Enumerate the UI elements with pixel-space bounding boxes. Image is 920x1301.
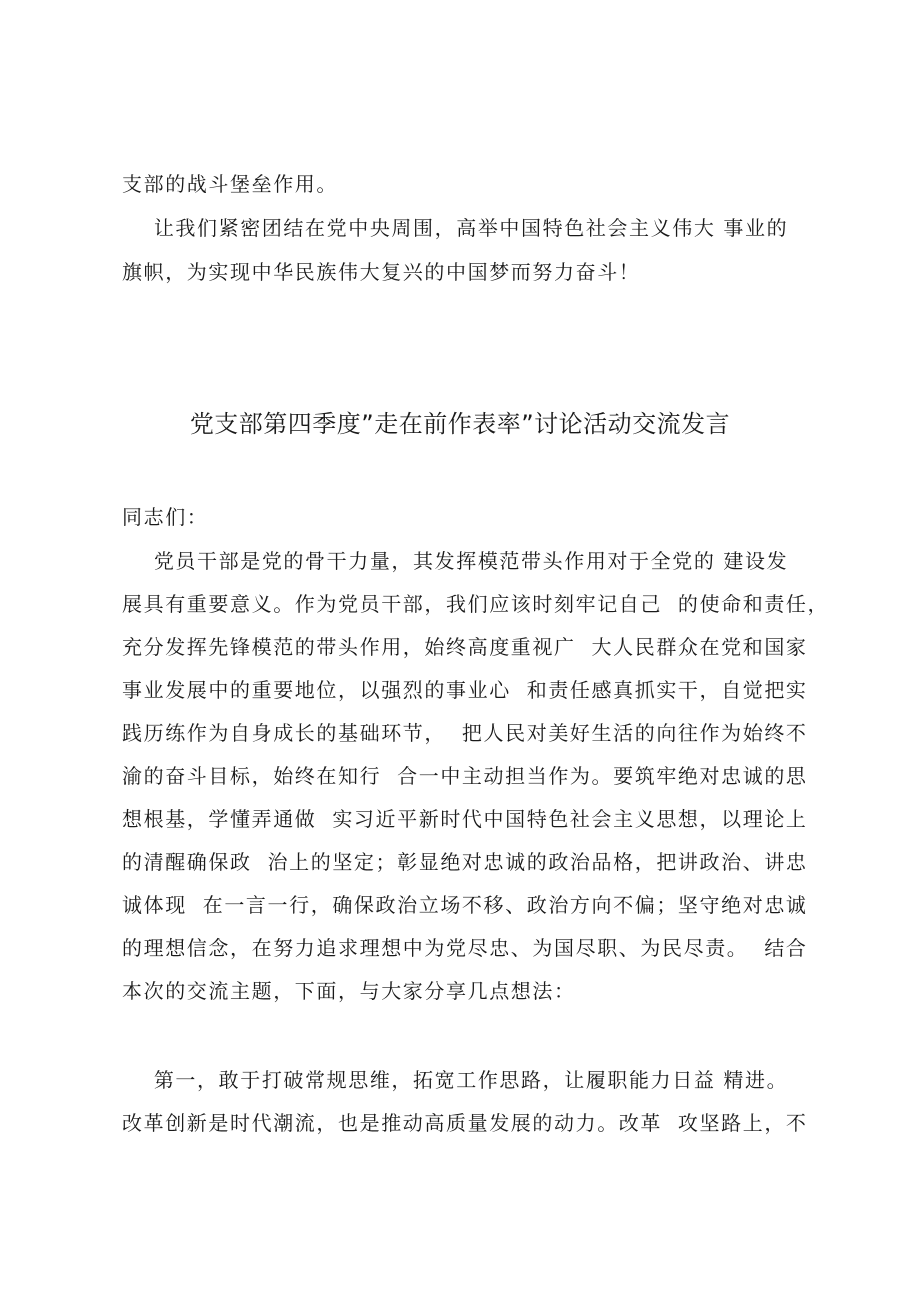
paragraph1-line-11: 本次的交流主题，下面，与大家分享几点想法：: [122, 979, 576, 1003]
prev-line-1: 支部的战斗堡垒作用。: [122, 172, 338, 196]
paragraph1-line-1: 党员干部是党的骨干力量，其发挥模范带头作用对于全党的 建设发: [122, 549, 789, 573]
paragraph2-line-1: 第一，敢于打破常规思维，拓宽工作思路，让履职能力日益 精进。: [122, 1068, 789, 1092]
paragraph2-line-2: 改革创新是时代潮流，也是推动高质量发展的动力。改革 攻坚路上，不: [122, 1111, 808, 1135]
paragraph1-line-6: 渝的奋斗目标，始终在知行 合一中主动担当作为。要筑牢绝对忠诚的思: [122, 764, 808, 788]
paragraph1-line-10: 的理想信念，在努力追求理想中为党尽忠、为国尽职、为民尽责。 结合: [122, 936, 808, 960]
salutation: 同志们：: [122, 505, 209, 529]
paragraph1-line-8: 的清醒确保政 治上的坚定；彰显绝对忠诚的政治品格，把讲政治、讲忠: [122, 850, 808, 874]
paragraph1-line-2: 展具有重要意义。作为党员干部，我们应该时刻牢记自己 的使命和责任，: [122, 592, 830, 616]
paragraph1-line-7: 想根基，学懂弄通做 实习近平新时代中国特色社会主义思想，以理论上: [122, 807, 808, 831]
paragraph1-line-3: 充分发挥先锋模范的带头作用，始终高度重视广 大人民群众在党和国家: [122, 635, 808, 659]
prev-line-2: 让我们紧密团结在党中央周围，高举中国特色社会主义伟大 事业的: [122, 216, 789, 240]
paragraph1-line-9: 诚体现 在一言一行，确保政治立场不移、政治方向不偏；坚守绝对忠诚: [122, 893, 808, 917]
paragraph1-line-5: 践历练作为自身成长的基础环节， 把人民对美好生活的向往作为始终不: [122, 721, 808, 745]
article-title: 党支部第四季度”走在前作表率”讨论活动交流发言: [189, 410, 731, 438]
prev-line-3: 旗帜，为实现中华民族伟大复兴的中国梦而努力奋斗！: [122, 260, 641, 284]
paragraph1-line-4: 事业发展中的重要地位，以强烈的事业心 和责任感真抓实干，自觉把实: [122, 678, 808, 702]
